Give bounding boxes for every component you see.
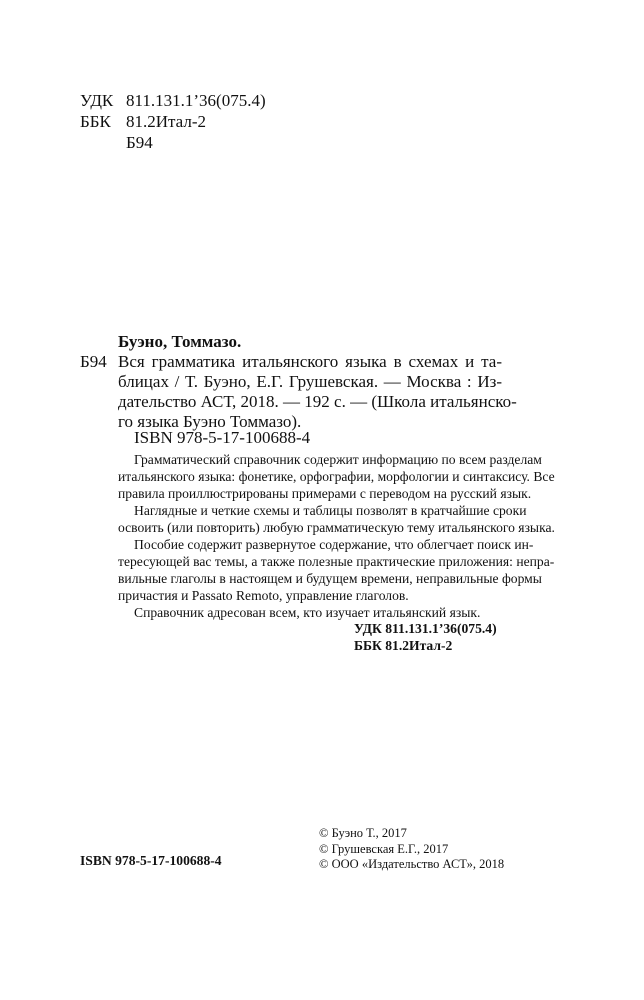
annotation-line: причастия и Passato Remoto, управление глаголов. bbox=[118, 588, 409, 603]
udk-label: УДК bbox=[80, 91, 114, 110]
annotation bbox=[118, 451, 555, 621]
author-mark: Б94 bbox=[126, 133, 153, 152]
annotation-line: итальянского языка: фонетике, орфографии, морфологии и синтаксису. Все bbox=[118, 469, 555, 484]
record-line: Вся грамматика итальянского языка в схемах и та- bbox=[118, 352, 502, 371]
annotation-line: тересующей вас темы, а также полезные практические приложения: непра- bbox=[118, 554, 555, 569]
copyright-line: © ООО «Издательство АСТ», 2018 bbox=[319, 857, 505, 871]
copyright-line: © Грушевская Е.Г., 2017 bbox=[319, 841, 449, 856]
bibliographic-record bbox=[118, 352, 517, 432]
copyright-line: © Буэно Т., 2017 bbox=[319, 826, 407, 840]
annotation-line: освоить (или повторить) любую грамматическую тему итальянского языка. bbox=[118, 520, 555, 535]
record-line: го языка Буэно Томмазо). bbox=[118, 412, 302, 431]
footer-isbn: ISBN 978-5-17-100688-4 bbox=[80, 853, 222, 868]
annotation-line: вильные глаголы в настоящем и будущем времени, неправильные формы bbox=[118, 571, 542, 586]
bottom-udk: УДК 811.131.1’36(075.4) bbox=[354, 621, 497, 636]
annotation-line: Пособие содержит развернутое содержание, что облегчает поиск ин- bbox=[134, 537, 534, 552]
record-line: дательство АСТ, 2018. — 192 с. — (Школа итальянско- bbox=[118, 392, 517, 411]
record-line: блицах / Т. Буэно, Е.Г. Грушевская. — Москва : Из- bbox=[118, 372, 502, 391]
author-heading: Буэно, Томмазо. bbox=[118, 332, 242, 351]
annotation-line: правила проиллюстрированы примерами с переводом на русский язык. bbox=[118, 486, 532, 501]
bottom-bbk: ББК 81.2Итал-2 bbox=[354, 638, 453, 653]
bbk-label: ББК bbox=[80, 112, 111, 131]
bbk-line bbox=[80, 111, 266, 132]
udk-line bbox=[80, 90, 266, 111]
copyright-block bbox=[319, 826, 504, 873]
cutter-number: Б94 bbox=[80, 352, 107, 371]
bottom-classification bbox=[354, 620, 497, 654]
annotation-line: Справочник адресован всем, кто изучает итальянский язык. bbox=[134, 605, 481, 620]
annotation-line: Наглядные и четкие схемы и таблицы позволят в кратчайшие сроки bbox=[134, 503, 527, 518]
bbk-value: 81.2Итал-2 bbox=[126, 112, 207, 131]
top-classification bbox=[80, 90, 266, 153]
udk-value: 811.131.1’36(075.4) bbox=[126, 91, 266, 110]
record-isbn: ISBN 978-5-17-100688-4 bbox=[134, 428, 311, 447]
annotation-line: Грамматический справочник содержит информацию по всем разделам bbox=[134, 452, 542, 467]
